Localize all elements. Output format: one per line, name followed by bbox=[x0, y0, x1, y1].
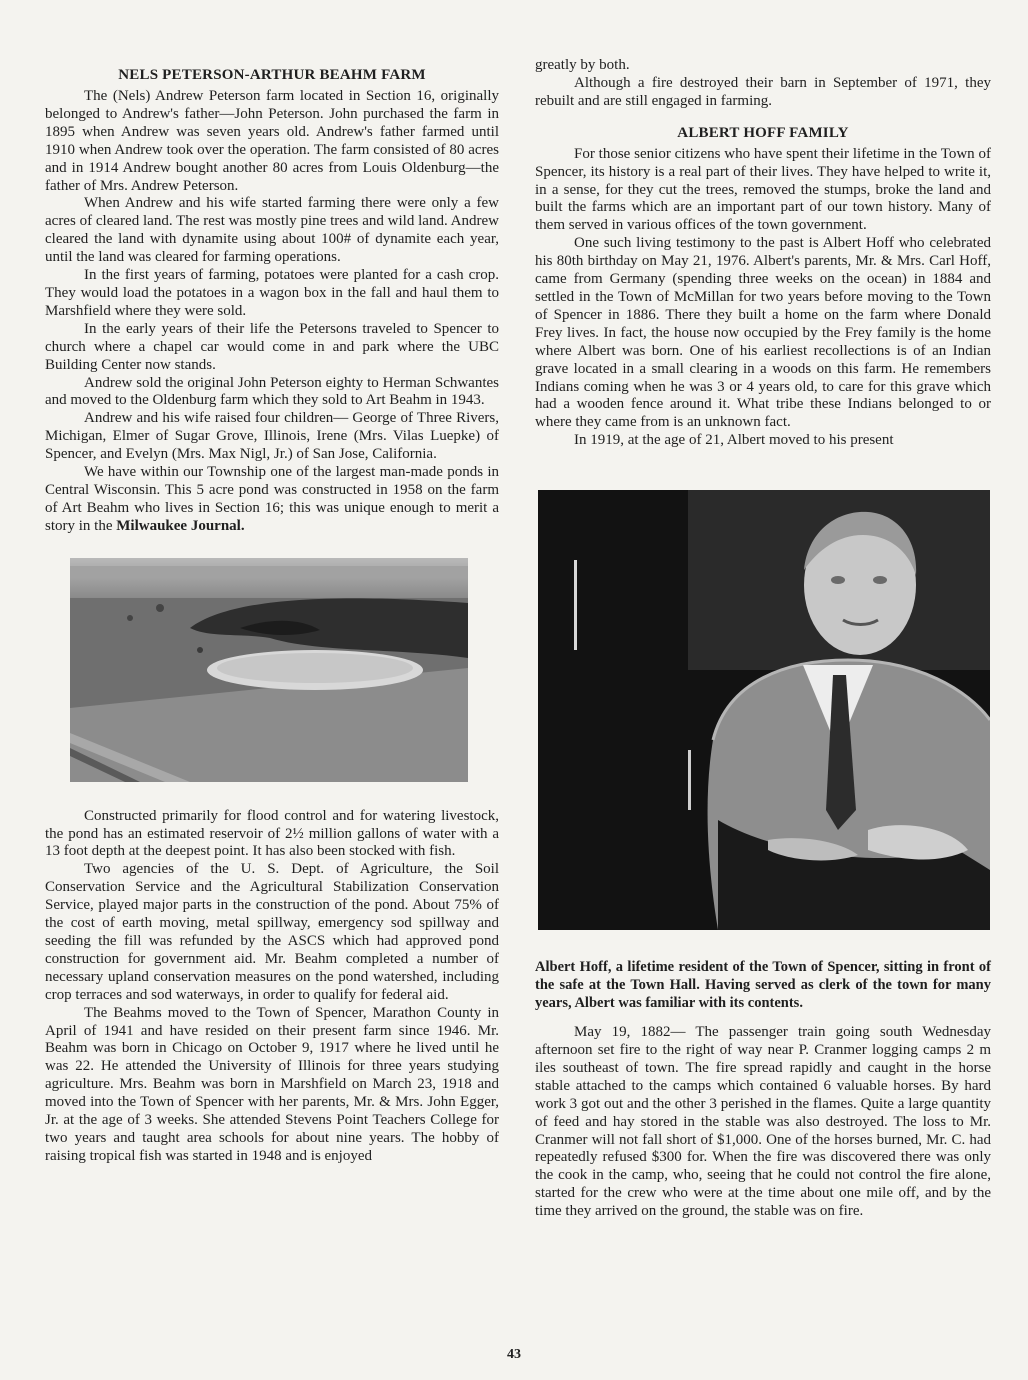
paragraph: In 1919, at the age of 21, Albert moved to his present bbox=[574, 432, 894, 449]
paragraph-text: We have within our Township one of the largest man-made ponds in Central Wisconsin. This 5 acre pond was constructed in 1958 on the farm of Art Beahm who lives in Section 16; this was unique enough to merit a story in the bbox=[45, 464, 499, 534]
albert-hoff-heading: ALBERT HOFF FAMILY bbox=[677, 124, 849, 141]
paragraph: Constructed primarily for flood control and for watering livestock, the pond has an estimated reservoir of 2½ million gallons of water with a 13 foot depth at the deepest point. It has also been stocked with fish. bbox=[45, 807, 499, 860]
photo-caption: Albert Hoff, a lifetime resident of the Town of Spencer, sitting in front of the safe at the Town Hall. Having served as clerk of the town for many years, Albert was familiar with its contents. bbox=[535, 959, 991, 1012]
paragraph: Two agencies of the U. S. Dept. of Agriculture, the Soil Conservation Service and the Agricultural Stabilization Conservation Service, played major parts in the construction of the pond. About 75% of the cost of earth moving, metal spillway, emergency sod spillway and seeding the fill was refunded by the ASCS which had approved pond construction for government aid. Mr. Beahm completed a number of necessary upland conservation measures on the pond watershed, including crop terraces and sod waterways, in order to qualify for federal aid. bbox=[45, 861, 499, 1003]
pond-aerial-photo bbox=[70, 558, 468, 782]
paragraph: May 19, 1882— The passenger train going south Wednesday afternoon set fire to the right of way near P. Cranmer logging camps 2 m iles southeast of town. The fire spread rapidly and caught in the horse stable attached to the camps which contained 6 valuable horses. By hard work 3 got out and the other 3 perished in the flames. Quite a large quantity of feed and hay stored in the stable was also destroyed. The loss to Mr. Cranmer will not fall short of $1,000. One of the horses burned, Mr. C. had repeatedly refused $300 for. When the fire was discovered there was only the cook in the camp, who, seeing that he could not control the fire alone, started for the crew who were at the time about one mile off, and by the time they arrived on the ground, the stable was on fire. bbox=[535, 1024, 991, 1220]
left-column bbox=[45, 67, 499, 1166]
paragraph: Andrew sold the original John Peterson eighty to Herman Schwantes and moved to the Oldenburg farm which they sold to Art Beahm in 1943. bbox=[45, 374, 499, 409]
paragraph: greatly by both. bbox=[535, 57, 630, 73]
paragraph: When Andrew and his wife started farming there were only a few acres of cleared land. The rest was mostly pine trees and wild land. Andrew cleared the land with dynamite using about 100# of dynamite each year, until the land was cleared for farming operations. bbox=[45, 195, 499, 266]
albert-hoff-portrait-photo bbox=[538, 490, 990, 930]
paragraph: The (Nels) Andrew Peterson farm located in Section 16, originally belonged to Andrew's father—John Peterson. John purchased the farm in 1895 when Andrew was seven years old. Andrew's father farmed until 1910 when Andrew took over the operation. The farm consisted of 80 acres and in 1914 Andrew bought another 80 acres from Louis Oldenburg—the father of Mrs. Andrew Peterson. bbox=[45, 88, 499, 194]
newspaper-name: Milwaukee Journal. bbox=[116, 517, 245, 534]
paragraph: In the first years of farming, potatoes were planted for a cash crop. They would load the potatoes in a wagon box in the fall and haul them to Marshfield where they were sold. bbox=[45, 267, 499, 319]
paragraph bbox=[45, 464, 499, 536]
peterson-beahm-heading: NELS PETERSON-ARTHUR BEAHM FARM bbox=[118, 67, 426, 83]
paragraph: The Beahms moved to the Town of Spencer, Marathon County in April of 1941 and have resided on their present farm since 1946. Mr. Beahm was born in Chicago on October 9, 1917 where he lived until he was 22. He attended the University of Illinois for three years studying agriculture. Mrs. Beahm was born in Marshfield on March 23, 1918 and moved into the Town of Spencer with her parents, Mr. & Mrs. John Egger, Jr. at the age of 3 weeks. She attended Stevens Point Teachers College for two years and taught area schools for about nine years. The hobby of raising tropical fish was started in 1948 and is enjoyed bbox=[45, 1004, 499, 1164]
paragraph: One such living testimony to the past is Albert Hoff who celebrated his 80th birthday on May 21, 1976. Albert's parents, Mr. & Mrs. Carl Hoff, came from Germany (spending three weeks on the ocean) in 1884 and settled in the Town of McMillan for two years before moving to the Town of Spencer in 1886. There they built a home on the farm where Donald Frey lives. In fact, the house now occupied by the Frey family is the home where Albert was born. One of his earliest recollections is of an Indian grave located in a small clearing in a woods on this farm. He remembers Indians coming when he was 3 or 4 years old, to care for this grave which had a wooden fence around it. What tribe these Indians belonged to or where they came from is an unknown fact. bbox=[535, 235, 991, 431]
right-column bbox=[535, 57, 991, 1221]
paragraph: Although a fire destroyed their barn in September of 1971, they rebuilt and are still engaged in farming. bbox=[535, 74, 991, 109]
paragraph: Andrew and his wife raised four children— George of Three Rivers, Michigan, Elmer of Sugar Grove, Illinois, Irene (Mrs. Vilas Luepke) of Spencer, and Evelyn (Mrs. Max Nigl, Jr.) of San Jose, California. bbox=[45, 410, 499, 463]
paragraph: In the early years of their life the Petersons traveled to Spencer to church where a chapel car would come in and park where the UBC Building Center now stands. bbox=[45, 320, 499, 373]
paragraph: For those senior citizens who have spent their lifetime in the Town of Spencer, its history is a real part of their lives. They have helped to write it, in a sense, for they cut the trees, removed the stumps, broke the land and built the farms which are an important part of our town history. Many of them served in various offices of the town government. bbox=[535, 145, 991, 234]
page-number: 43 bbox=[507, 1347, 521, 1362]
